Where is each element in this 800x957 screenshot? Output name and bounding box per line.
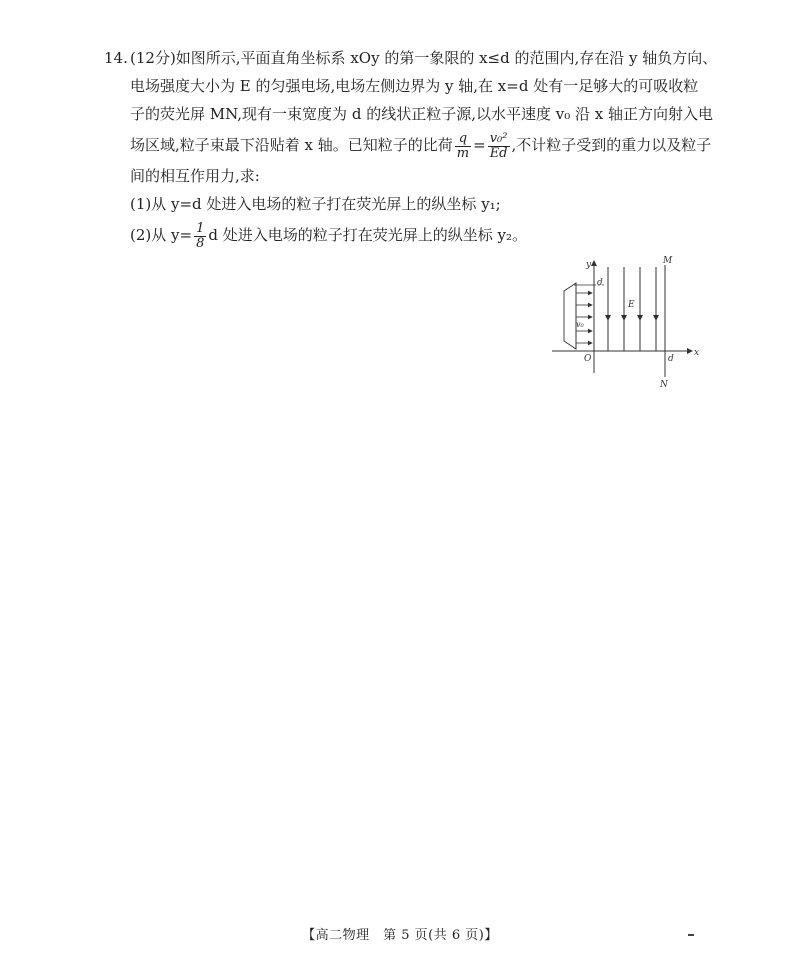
d-horizontal-label: d xyxy=(668,354,674,364)
sub-question-2 xyxy=(104,218,704,252)
problem-line-5: 间的相互作用力,求: xyxy=(130,167,260,185)
sub2-fraction xyxy=(194,222,206,251)
charge-ratio-numerator: q xyxy=(455,132,471,147)
screen-top-label: M xyxy=(663,256,673,266)
field-label: E xyxy=(628,300,635,310)
velocity-label: v₀ xyxy=(576,320,584,329)
field-arrow xyxy=(621,315,627,321)
charge-ratio-fraction xyxy=(455,132,471,161)
problem-14 xyxy=(104,44,718,252)
sub2-fraction-numerator: 1 xyxy=(196,220,205,236)
field-arrow xyxy=(605,315,611,321)
ratio-value-fraction xyxy=(488,132,510,161)
equals-sign: = xyxy=(473,136,486,154)
sub2-text-before: (2)从 y= xyxy=(130,226,193,244)
d-vertical-label: d xyxy=(597,278,603,288)
origin-label: O xyxy=(584,354,592,364)
field-arrow xyxy=(637,315,643,321)
problem-line-1 xyxy=(104,44,718,72)
electric-field-diagram xyxy=(548,255,708,395)
ratio-value-denominator: Ed xyxy=(489,145,508,161)
ratio-value-numerator: v₀² xyxy=(488,132,510,147)
sub2-fraction-denominator: 8 xyxy=(196,235,205,251)
question-number: 14. xyxy=(104,49,128,67)
charge-ratio-denominator: m xyxy=(456,145,470,161)
y-axis-label: y xyxy=(586,260,592,270)
corner-mark xyxy=(688,934,694,936)
problem-line-3: 子的荧光屏 MN,现有一束宽度为 d 的线状正粒子源,以水平速度 v₀ 沿 x 轴正方向射入电 xyxy=(130,105,713,123)
problem-text-1: (12分)如图所示,平面直角坐标系 xOy 的第一象限的 x≤d 的范围内,存在沿 y 轴负方向、 xyxy=(130,49,718,67)
screen-bottom-label: N xyxy=(660,380,668,390)
sub-question-1: (1)从 y=d 处进入电场的粒子打在荧光屏上的纵坐标 y₁; xyxy=(130,195,501,213)
line-4-text-before: 场区域,粒子束最下沿贴着 x 轴。已知粒子的比荷 xyxy=(130,136,453,154)
problem-line-2: 电场强度大小为 E 的匀强电场,电场左侧边界为 y 轴,在 x=d 处有一足够大的可吸收粒 xyxy=(130,77,699,95)
page-footer: 【高二物理 第 5 页(共 6 页)】 xyxy=(302,928,498,943)
sub2-text-after: d 处进入电场的粒子打在荧光屏上的纵坐标 y₂。 xyxy=(208,226,527,244)
problem-line-4 xyxy=(104,128,712,162)
field-arrow xyxy=(653,315,659,321)
line-4-text-after: ,不计粒子受到的重力以及粒子 xyxy=(511,136,712,154)
particle-source xyxy=(564,283,576,349)
x-axis-label: x xyxy=(694,348,700,358)
